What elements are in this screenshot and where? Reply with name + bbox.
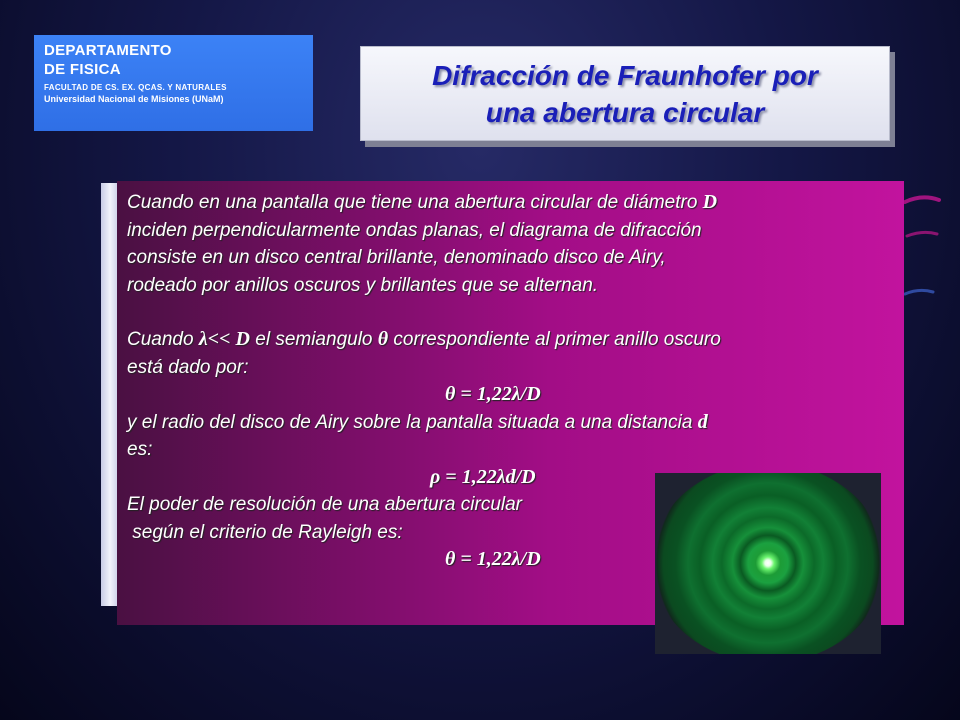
symbol-D: D [702,191,718,213]
paragraph-3-line-1 [127,409,897,437]
paragraph-1-line-1 [127,189,897,217]
dept-university: Universidad Nacional de Misiones (UNaM) [44,94,224,104]
text-span: y el radio del disco de Airy sobre la pantalla situada a una distancia [127,411,698,433]
paragraph-2-line-1 [127,326,897,354]
slide-title [360,46,890,141]
paragraph-3-line-2: es: [127,439,153,460]
text-span: Cuando en una pantalla que tiene una abertura circular de diámetro [127,192,703,213]
paragraph-4-line-2: según el criterio de Rayleigh es: [127,521,403,543]
dept-line-1: DEPARTAMENTO [44,42,172,59]
paragraph-2-line-2: está dado por: [127,356,249,378]
dept-line-2: DE FISICA [44,61,121,78]
symbol-d: d [697,410,708,433]
paragraph-1-line-2: inciden perpendicularmente ondas planas, el diagrama de difracción [127,219,702,241]
condition-symbol: λ<< D [198,328,250,350]
dept-faculty: FACULTAD DE CS. EX. QCAS. Y NATURALES [44,83,227,92]
airy-disk-image [655,473,881,654]
airy-pattern [655,473,881,654]
department-logo-box [34,35,313,131]
paragraph-1-line-3: consiste en un disco central brillante, denominado disco de Airy, [127,247,666,268]
formula-resolution: θ = 1,22λ/D [445,548,541,570]
formula-radius: ρ = 1,22λd/D [430,465,536,488]
text-span: Cuando [127,329,199,350]
formula-angle: θ = 1,22λ/D [445,383,541,405]
text-span: el semiangulo [249,329,378,350]
symbol-theta: θ [377,328,389,350]
title-line-2: una abertura circular [485,97,765,128]
text-span: correspondiente al primer anillo oscuro [388,329,721,350]
title-line-1: Difracción de Fraunhofer por [432,60,818,91]
paragraph-4-line-1: El poder de resolución de una abertura circular [127,494,523,515]
decorative-squiggles [897,190,947,300]
paragraph-1-line-4: rodeado por anillos oscuros y brillantes que se alternan. [127,274,599,296]
spacer [127,299,897,326]
